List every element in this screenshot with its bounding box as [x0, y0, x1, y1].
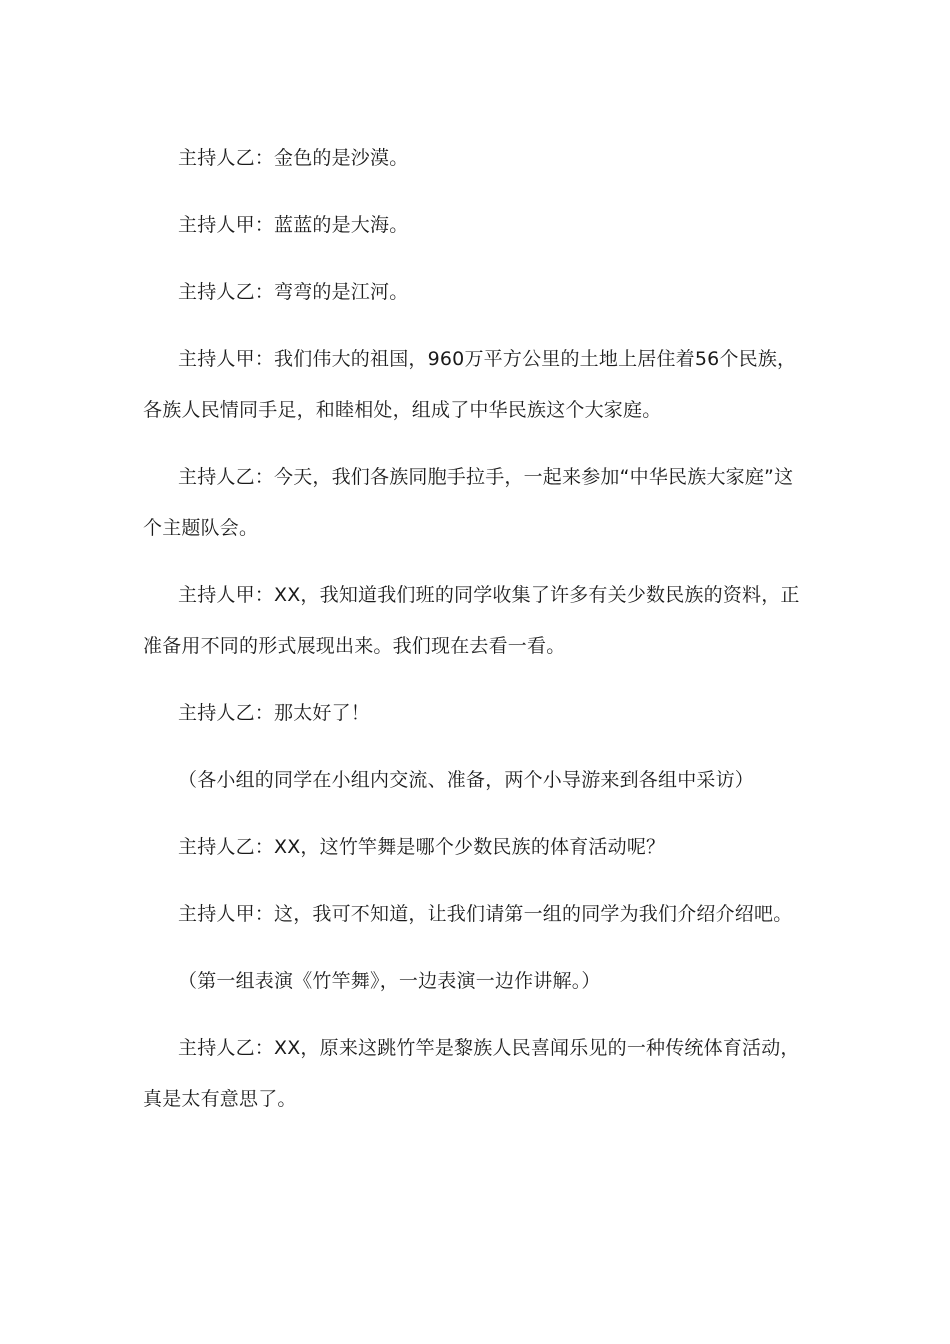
dialogue-line: 主持人甲：XX，我知道我们班的同学收集了许多有关少数民族的资料，正准备用不同的形式展现出来。我们现在去看一看。 — [143, 584, 800, 657]
dialogue-line: 主持人乙：弯弯的是江河。 — [178, 281, 409, 303]
dialogue-line: 主持人乙：今天，我们各族同胞手拉手，一起来参加“中华民族大家庭”这个主题队会。 — [143, 466, 794, 539]
dialogue-line: 主持人甲：我们伟大的祖国，960万平方公里的土地上居住着56个民族，各族人民情同手足，和睦相处，组成了中华民族这个大家庭。 — [143, 348, 797, 421]
stage-direction: （各小组的同学在小组内交流、准备，两个小导游来到各组中采访） — [178, 769, 755, 791]
dialogue-line: 主持人乙：XX，这竹竿舞是哪个少数民族的体育活动呢？ — [178, 836, 666, 858]
dialogue-line: 主持人乙：金色的是沙漠。 — [178, 147, 409, 169]
stage-direction: （第一组表演《竹竿舞》，一边表演一边作讲解。） — [178, 970, 601, 992]
dialogue-line: 主持人乙：XX，原来这跳竹竿是黎族人民喜闻乐见的一种传统体育活动，真是太有意思了。 — [143, 1037, 800, 1110]
dialogue-line: 主持人甲：蓝蓝的是大海。 — [178, 214, 409, 236]
dialogue-line: 主持人乙：那太好了！ — [178, 702, 371, 724]
document-body — [143, 133, 808, 1141]
dialogue-line: 主持人甲：这，我可不知道，让我们请第一组的同学为我们介绍介绍吧。 — [178, 903, 793, 925]
